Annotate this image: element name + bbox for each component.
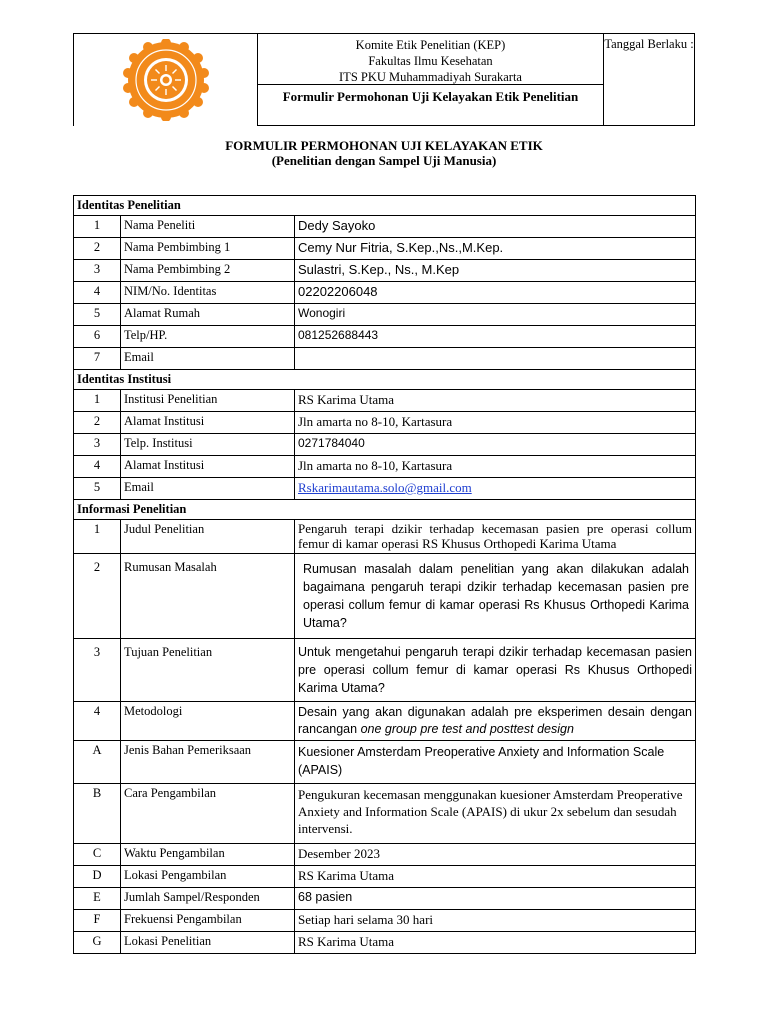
table-row [74, 784, 696, 844]
row-value: Pengukuran kecemasan menggunakan kuesioner Amsterdam Preoperative Anxiety and Information Scale (APAIS) di ukur 2x sebelum dan sesudah intervensi. [295, 784, 696, 844]
row-label: Waktu Pengambilan [121, 844, 295, 866]
row-number: 1 [74, 216, 121, 238]
row-number: 4 [74, 456, 121, 478]
row-number: B [74, 784, 121, 844]
row-number: D [74, 866, 121, 888]
row-number: 3 [74, 434, 121, 456]
row-value: Pengaruh terapi dzikir terhadap kecemasan pasien pre operasi collum femur di kamar operasi RS Khusus Orthopedi Karima Utama [295, 520, 696, 554]
row-number: 7 [74, 348, 121, 370]
row-label: Metodologi [121, 702, 295, 741]
section-title-identitas-institusi: Identitas Institusi [74, 370, 696, 390]
row-label: Lokasi Pengambilan [121, 866, 295, 888]
row-number: E [74, 888, 121, 910]
table-row [74, 844, 696, 866]
row-label: NIM/No. Identitas [121, 282, 295, 304]
row-value: Rumusan masalah dalam penelitian yang akan dilakukan adalah bagaimana pengaruh terapi dzikir terhadap kecemasan pasien pre operasi collum femur di kamar operasi Rs Khusus Orthopedi Karima Utama? [295, 554, 696, 639]
row-number: F [74, 910, 121, 932]
table-row [74, 866, 696, 888]
table-row [74, 216, 696, 238]
row-number: 4 [74, 282, 121, 304]
row-value: 0271784040 [295, 434, 696, 456]
row-label: Alamat Institusi [121, 412, 295, 434]
section-title-identitas-penelitian: Identitas Penelitian [74, 196, 696, 216]
row-number: 1 [74, 390, 121, 412]
logo-cell [73, 33, 257, 126]
table-row [74, 910, 696, 932]
row-value: RS Karima Utama [295, 866, 696, 888]
email-field[interactable] [295, 348, 696, 370]
table-row [74, 702, 696, 741]
table-row [74, 326, 696, 348]
table-row [74, 888, 696, 910]
university-seal-icon [116, 39, 216, 121]
row-label: Email [121, 478, 295, 500]
table-row [74, 304, 696, 326]
methodology-design: one group pre test and posttest design [360, 722, 574, 736]
header-institution-block [258, 34, 603, 85]
section-header [74, 196, 696, 216]
faculty-name: Fakultas Ilmu Kesehatan [368, 54, 493, 68]
row-number: C [74, 844, 121, 866]
row-value: 68 pasien [295, 888, 696, 910]
row-label: Jenis Bahan Pemeriksaan [121, 741, 295, 784]
row-number: 2 [74, 238, 121, 260]
row-value [295, 702, 696, 741]
row-label: Telp/HP. [121, 326, 295, 348]
table-row [74, 639, 696, 702]
row-number: G [74, 932, 121, 954]
table-row [74, 260, 696, 282]
table-row [74, 478, 696, 500]
row-value: Desember 2023 [295, 844, 696, 866]
section-header [74, 370, 696, 390]
table-row [74, 520, 696, 554]
institution-email-link[interactable]: Rskarimautama.solo@gmail.com [298, 480, 472, 495]
row-value: Kuesioner Amsterdam Preoperative Anxiety and Information Scale (APAIS) [295, 741, 696, 784]
row-value: Wonogiri [295, 304, 696, 326]
row-number: A [74, 741, 121, 784]
ethics-form-table [73, 195, 696, 954]
table-row [74, 348, 696, 370]
row-value: Jln amarta no 8-10, Kartasura [295, 456, 696, 478]
row-label: Tujuan Penelitian [121, 639, 295, 702]
valid-date-label: Tanggal Berlaku : [604, 33, 695, 126]
row-label: Email [121, 348, 295, 370]
row-value: Dedy Sayoko [295, 216, 696, 238]
table-row [74, 390, 696, 412]
row-label: Telp. Institusi [121, 434, 295, 456]
row-label: Alamat Institusi [121, 456, 295, 478]
row-label: Jumlah Sampel/Responden [121, 888, 295, 910]
row-value: Cemy Nur Fitria, S.Kep.,Ns.,M.Kep. [295, 238, 696, 260]
row-value: 02202206048 [295, 282, 696, 304]
row-value: RS Karima Utama [295, 932, 696, 954]
form-name: Formulir Permohonan Uji Kelayakan Etik Penelitian [282, 89, 579, 104]
document-title [0, 138, 768, 168]
table-row [74, 238, 696, 260]
table-row [74, 434, 696, 456]
row-label: Judul Penelitian [121, 520, 295, 554]
committee-name: Komite Etik Penelitian (KEP) [355, 38, 506, 52]
row-number: 6 [74, 326, 121, 348]
row-label: Nama Pembimbing 1 [121, 238, 295, 260]
methodology-text: Desain yang akan digunakan adalah pre eksperimen desain dengan rancangan [298, 705, 693, 736]
row-number: 2 [74, 554, 121, 639]
row-number: 4 [74, 702, 121, 741]
document-header [73, 33, 695, 126]
title-line-1: FORMULIR PERMOHONAN UJI KELAYAKAN ETIK [225, 138, 543, 153]
table-row [74, 741, 696, 784]
row-label: Alamat Rumah [121, 304, 295, 326]
row-number: 3 [74, 639, 121, 702]
row-label: Nama Peneliti [121, 216, 295, 238]
row-number: 5 [74, 304, 121, 326]
row-value: 081252688443 [295, 326, 696, 348]
table-row [74, 412, 696, 434]
row-label: Institusi Penelitian [121, 390, 295, 412]
row-value: Sulastri, S.Kep., Ns., M.Kep [295, 260, 696, 282]
row-value: Setiap hari selama 30 hari [295, 910, 696, 932]
table-row [74, 932, 696, 954]
table-row [74, 554, 696, 639]
institution-name: ITS PKU Muhammadiyah Surakarta [339, 70, 522, 84]
header-info [257, 33, 604, 126]
row-value: Untuk mengetahui pengaruh terapi dzikir terhadap kecemasan pasien pre operasi collum femur di kamar operasi Rs Khusus Orthopedi Karima Utama? [295, 639, 696, 702]
section-title-informasi-penelitian: Informasi Penelitian [74, 500, 696, 520]
row-number: 3 [74, 260, 121, 282]
table-row [74, 456, 696, 478]
row-label: Cara Pengambilan [121, 784, 295, 844]
section-header [74, 500, 696, 520]
row-value: RS Karima Utama [295, 390, 696, 412]
row-label: Nama Pembimbing 2 [121, 260, 295, 282]
table-row [74, 282, 696, 304]
row-value: Jln amarta no 8-10, Kartasura [295, 412, 696, 434]
title-line-2: (Penelitian dengan Sampel Uji Manusia) [271, 153, 497, 168]
row-label: Rumusan Masalah [121, 554, 295, 639]
row-number: 2 [74, 412, 121, 434]
row-number: 5 [74, 478, 121, 500]
row-label: Frekuensi Pengambilan [121, 910, 295, 932]
row-number: 1 [74, 520, 121, 554]
row-label: Lokasi Penelitian [121, 932, 295, 954]
